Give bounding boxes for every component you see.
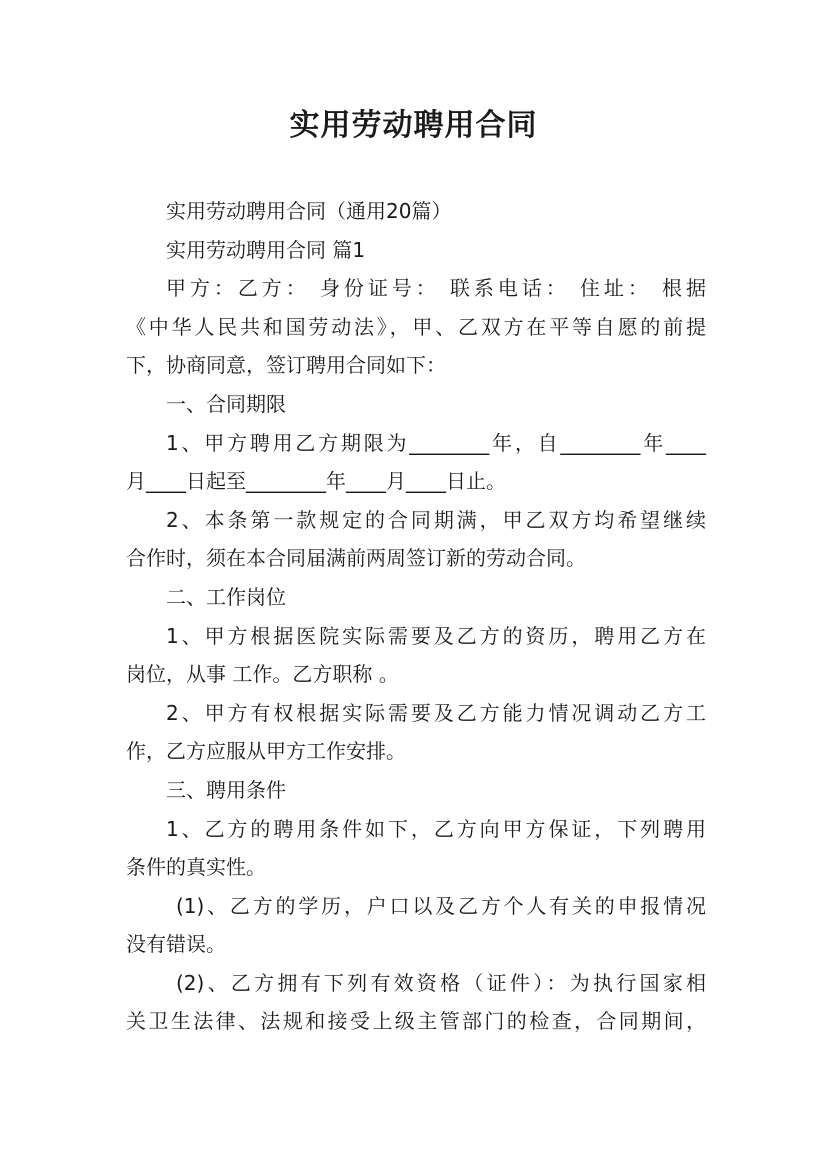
text-line: 岗位，从事 工作。乙方职称 。 xyxy=(126,662,399,687)
document-title: 实用劳动聘用合同 xyxy=(289,108,538,143)
text-line: 实用劳动聘用合同（通用20篇） xyxy=(166,199,452,223)
text-line: 2、甲方有权根据实际需要及乙方能力情况调动乙方工 xyxy=(166,700,706,725)
text-line: (2)、乙方拥有下列有效资格（证件）：为执行国家相 xyxy=(176,970,706,995)
text-line: 月____日起至________年____月____日止。 xyxy=(126,469,506,494)
text-line: 1、甲方聘用乙方期限为________年，自________年____ xyxy=(166,430,706,455)
text-line: 一、合同期限 xyxy=(166,391,286,416)
text-line: 合作时，须在本合同届满前两周签订新的劳动合同。 xyxy=(126,546,586,571)
text-line: 没有错误。 xyxy=(126,932,226,957)
text-line: (1)、乙方的学历，户口以及乙方个人有关的申报情况 xyxy=(176,893,706,918)
text-line: 作，乙方应服从甲方工作安排。 xyxy=(126,739,406,764)
text-line: 关卫生法律、法规和接受上级主管部门的检查，合同期间， xyxy=(126,1009,706,1034)
text-line: 甲方：乙方： 身份证号： 联系电话： 住址： 根据 xyxy=(166,276,706,301)
text-line: 2、本条第一款规定的合同期满，甲乙双方均希望继续 xyxy=(166,507,706,532)
text-line: 1、乙方的聘用条件如下，乙方向甲方保证，下列聘用 xyxy=(166,816,706,841)
text-line: 实用劳动聘用合同 篇1 xyxy=(166,237,366,262)
document-body xyxy=(126,192,706,1041)
text-line: 条件的真实性。 xyxy=(126,855,266,880)
text-line: 《中华人民共和国劳动法》，甲、乙双方在平等自愿的前提 xyxy=(126,314,706,339)
text-line: 二、工作岗位 xyxy=(166,584,286,609)
text-line: 三、聘用条件 xyxy=(166,777,286,802)
text-line: 下，协商同意，签订聘用合同如下： xyxy=(126,353,446,378)
text-line: 1、甲方根据医院实际需要及乙方的资历，聘用乙方在 xyxy=(166,623,706,648)
